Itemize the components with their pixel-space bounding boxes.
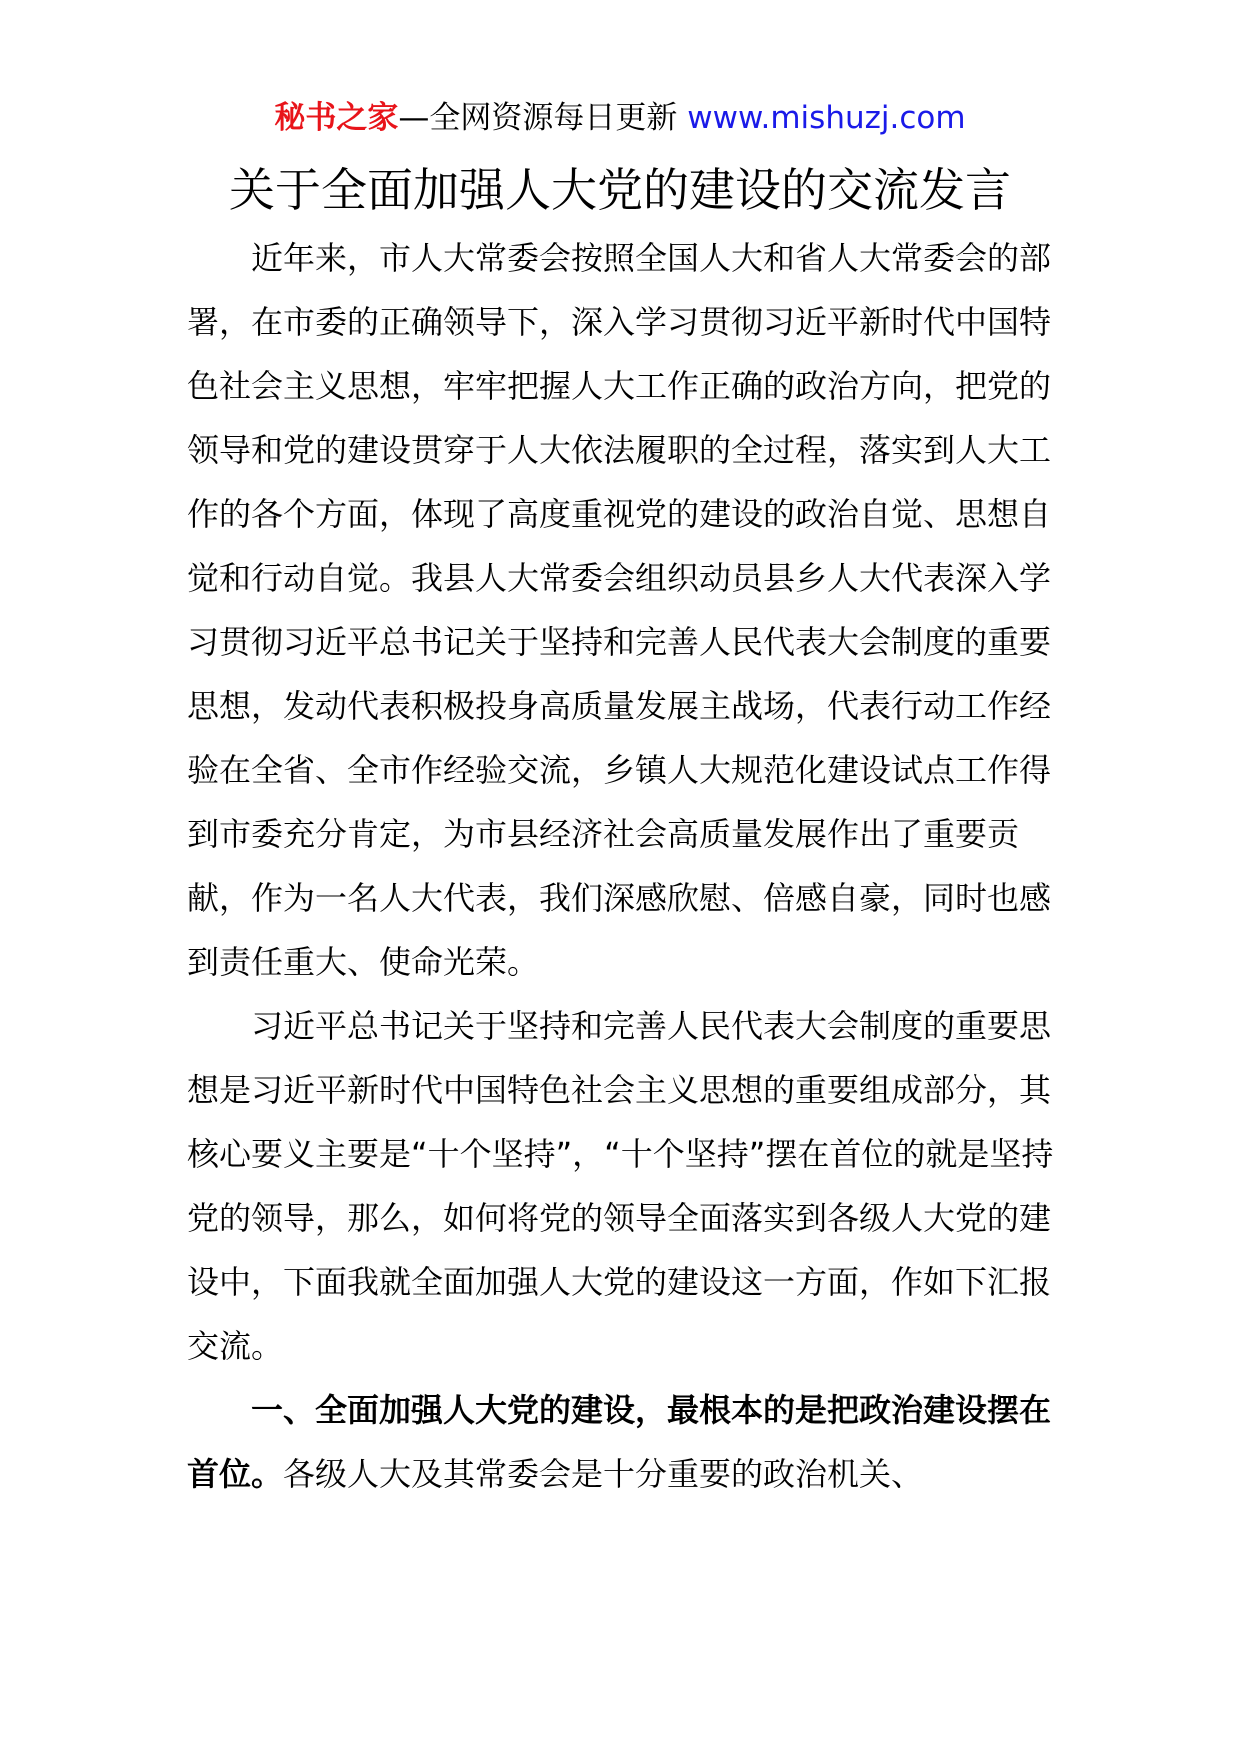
section-1-heading: 一、全面加强人大党的建设，最根本的是把政治建设摆在首位。 xyxy=(187,1391,1052,1493)
site-url-link[interactable]: www.mishuzj.com xyxy=(687,100,966,136)
paragraph-context: 习近平总书记关于坚持和完善人民代表大会制度的重要思想是习近平新时代中国特色社会主义思想的重要组成部分，其核心要义主要是“十个坚持”，“十个坚持”摆在首位的就是坚持党的领导，那么，如何将党的领导全面落实到各级人大党的建设中，下面我就全面加强人大党的建设这一方面，作如下汇报交流。 xyxy=(187,1007,1054,1365)
paragraph-section-1 xyxy=(187,1378,1067,1506)
section-1-text: 各级人大及其常委会是十分重要的政治机关、 xyxy=(283,1455,924,1493)
paragraph-intro: 近年来，市人大常委会按照全国人大和省人大常委会的部署，在市委的正确领导下，深入学习贯彻习近平新时代中国特色社会主义思想，牢牢把握人大工作正确的政治方向，把党的领导和党的建设贯穿于人大依法履职的全过程，落实到人大工作的各个方面，体现了高度重视党的建设的政治自觉、思想自觉和行动自觉。我县人大常委会组织动员县乡人大代表深入学习贯彻习近平总书记关于坚持和完善人民代表大会制度的重要思想，发动代表积极投身高质量发展主战场，代表行动工作经验在全省、全市作经验交流，乡镇人大规范化建设试点工作得到市委充分肯定，为市县经济社会高质量发展作出了重要贡献，作为一名人大代表，我们深感欣慰、倍感自豪，同时也感到责任重大、使命光荣。 xyxy=(187,239,1052,981)
document-title: 关于全面加强人大党的建设的交流发言 xyxy=(229,163,1011,217)
site-tagline: —全网资源每日更新 xyxy=(398,100,688,136)
document-body xyxy=(187,226,1067,1506)
site-banner xyxy=(0,98,1240,138)
site-brand: 秘书之家 xyxy=(274,100,399,136)
